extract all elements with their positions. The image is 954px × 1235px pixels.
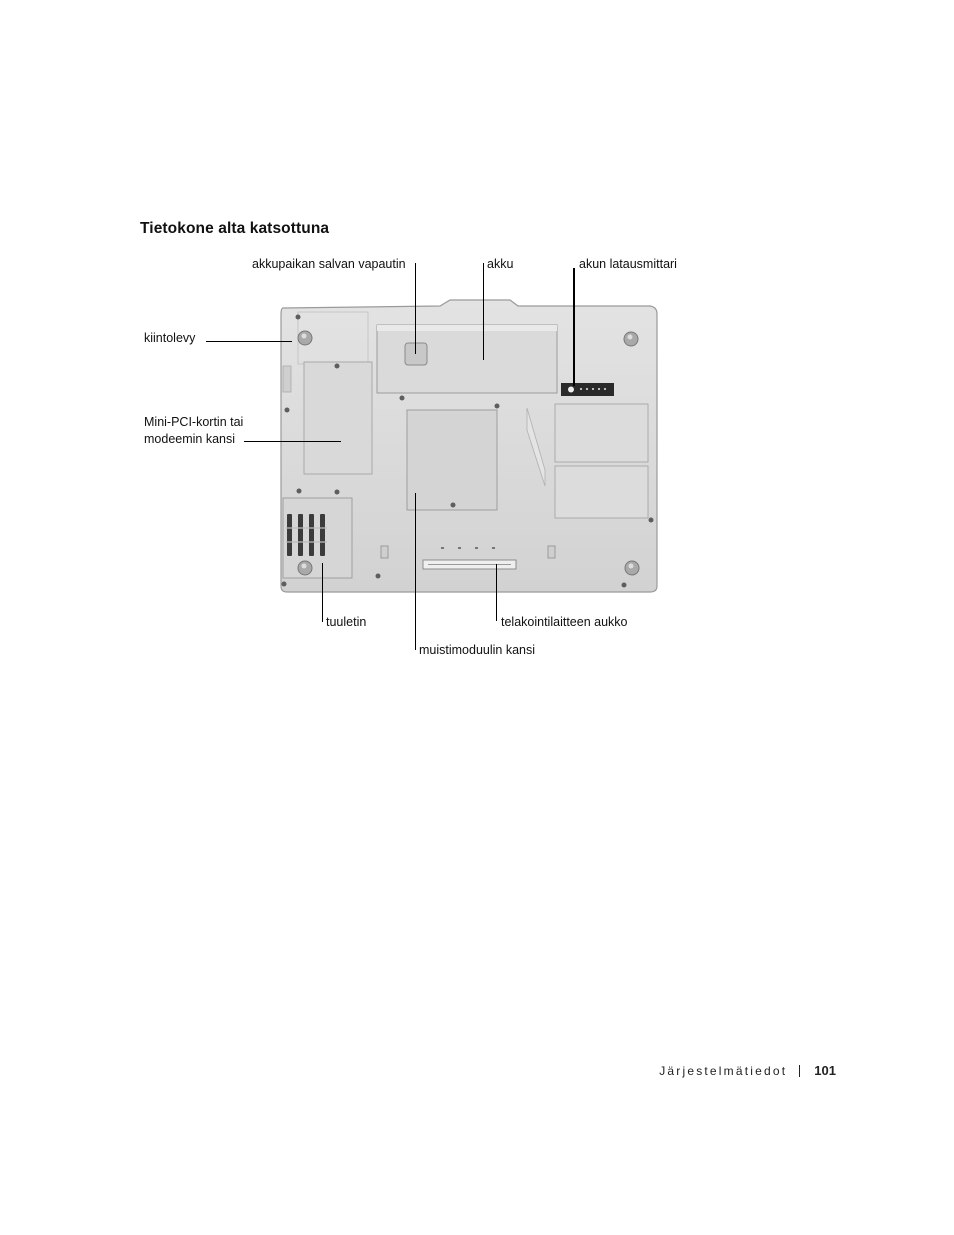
- callout-battery-release: akkupaikan salvan vapautin: [252, 257, 406, 271]
- leader-fan: [322, 563, 323, 622]
- callout-battery: akku: [487, 257, 514, 271]
- callout-charge-gauge: akun latausmittari: [579, 257, 677, 271]
- page-footer: [659, 1063, 836, 1078]
- tab-right: [548, 546, 555, 558]
- mini-pci-cover: [304, 362, 372, 474]
- callout-mini-pci-line1: Mini-PCI-kortin tai: [144, 415, 244, 429]
- callout-mini-pci-line2: modeemin kansi: [144, 432, 236, 446]
- leader-mini-pci: [244, 441, 341, 442]
- battery-top-ridge: [377, 325, 557, 331]
- leader-memory-cover: [415, 493, 416, 650]
- leader-battery: [483, 263, 484, 360]
- callout-memory-cover: muistimoduulin kansi: [419, 643, 536, 657]
- battery-pack: [377, 325, 557, 393]
- footer-section-title: Järjestelmätiedot: [659, 1063, 788, 1078]
- charge-gauge-button: [568, 387, 574, 393]
- leader-hard-drive: [206, 341, 292, 342]
- leader-docking-slot: [496, 564, 497, 621]
- case-side-notch: [283, 366, 291, 392]
- callout-docking-slot: telakointilaitteen aukko: [501, 615, 628, 629]
- tab-left: [381, 546, 388, 558]
- battery-release-latch: [405, 343, 427, 365]
- footer-page-number: 101: [814, 1063, 836, 1078]
- leader-charge-gauge: [573, 268, 575, 386]
- right-panel-upper: [555, 404, 648, 462]
- callout-hard-drive: kiintolevy: [144, 331, 196, 345]
- section-heading: Tietokone alta katsottuna: [140, 220, 330, 237]
- callout-fan: tuuletin: [326, 615, 367, 629]
- memory-cover: [407, 410, 497, 510]
- fan-vent-box: [283, 498, 352, 578]
- footer-separator: [799, 1065, 800, 1077]
- right-panel-lower: [555, 466, 648, 518]
- leader-battery-release: [415, 263, 416, 354]
